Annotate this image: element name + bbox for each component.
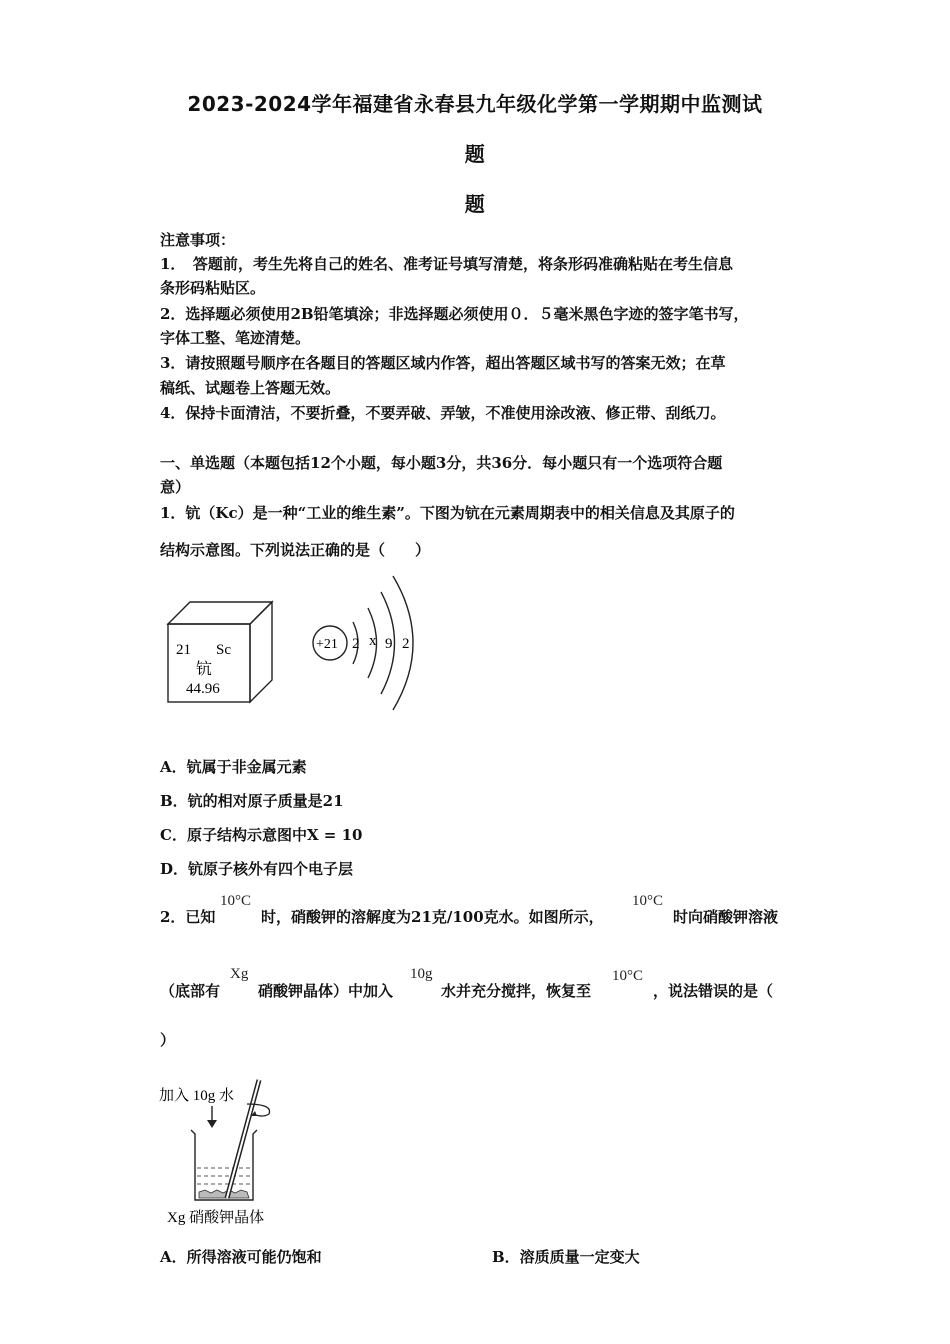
atom-structure-figure: [305, 568, 435, 716]
shell-1-count: 2: [352, 636, 360, 652]
nucleus-charge: +21: [316, 637, 338, 652]
atomic-mass: 44.96: [186, 681, 220, 697]
notes-heading: 注意事项：: [160, 231, 236, 249]
q2-temp3: 10°C: [612, 968, 644, 984]
note-4: 4．保持卡面清洁，不要折叠，不要弄破、弄皱，不准使用涂改液、修正带、刮纸刀。: [160, 404, 726, 422]
q1-stem-line-a: 1．钪（Kc）是一种“工业的维生素”。下图为钪在元素周期表中的相关信息及其原子的: [160, 504, 735, 522]
shell-2-count: x: [369, 633, 377, 649]
exam-title-line3: 题: [464, 192, 486, 216]
note-2-line-a: 2．选择题必须使用2B铅笔填涂；非选择题必须使用０．５毫米黑色字迹的签字笔书写，: [160, 305, 749, 323]
note-1-line-b: 条形码粘贴区。: [160, 279, 266, 297]
q2-option-a: A．所得溶液可能仍饱和: [160, 1248, 322, 1266]
q1-option-c: C．原子结构示意图中X = 10: [160, 826, 363, 844]
q2-option-b: B．溶质质量一定变大: [492, 1248, 640, 1266]
add-water-label: 加入 10g 水: [159, 1088, 235, 1104]
q2-part3: 时向硝酸钾溶液: [673, 908, 779, 926]
q2-part6: 水并充分搅拌，恢复至: [441, 982, 592, 1000]
q2-part4: （底部有: [160, 982, 221, 1000]
atomic-number: 21: [176, 642, 191, 658]
q2-water-mass: 10g: [410, 966, 433, 982]
element-symbol: Sc: [216, 642, 231, 658]
section-heading-line-b: 意）: [160, 478, 191, 496]
q1-stem-line-b: 结构示意图。下列说法正确的是（ ）: [160, 541, 431, 559]
note-3-line-a: 3．请按照题号顺序在各题目的答题区域内作答，超出答题区域书写的答案无效；在草: [160, 354, 726, 372]
crystal-label: Xg 硝酸钾晶体: [167, 1210, 265, 1226]
q1-option-a: A．钪属于非金属元素: [160, 758, 307, 776]
arrow-head-icon: [207, 1120, 217, 1128]
shell-4-count: 2: [402, 636, 410, 652]
q1-option-b: B．钪的相对原子质量是21: [160, 792, 344, 810]
note-1-line-a: 1． 答题前，考生先将自己的姓名、准考证号填写清楚，将条形码准确粘贴在考生信息: [160, 255, 733, 273]
exam-title-line1: 2023-2024学年福建省永春县九年级化学第一学期期中监测试: [187, 92, 763, 116]
q2-mass-x: Xg: [230, 966, 249, 982]
q2-part1: 2．已知: [160, 908, 216, 926]
q2-temp1: 10°C: [220, 893, 252, 909]
q2-part8: ）: [160, 1031, 176, 1049]
q2-temp2: 10°C: [632, 893, 664, 909]
note-2-line-b: 字体工整、笔迹清楚。: [160, 329, 311, 347]
shell-3-count: 9: [385, 636, 393, 652]
crystal-sediment: [199, 1190, 249, 1198]
q2-part2: 时，硝酸钾的溶解度为21克/100克水。如图所示，: [261, 908, 604, 926]
exam-title-line2: 题: [464, 142, 486, 166]
element-name: 钪: [196, 661, 213, 678]
beaker-outline: [191, 1130, 257, 1200]
section-heading-line-a: 一、单选题（本题包括12个小题，每小题3分，共36分．每小题只有一个选项符合题: [160, 454, 723, 472]
q1-option-d: D．钪原子核外有四个电子层: [160, 860, 354, 878]
note-3-line-b: 稿纸、试题卷上答题无效。: [160, 379, 341, 397]
periodic-table-cell-figure: [160, 596, 280, 708]
q2-part5: 硝酸钾晶体）中加入: [258, 982, 394, 1000]
q2-part7: ，说法错误的是（: [653, 982, 774, 1000]
beaker-figure: [155, 1074, 290, 1230]
